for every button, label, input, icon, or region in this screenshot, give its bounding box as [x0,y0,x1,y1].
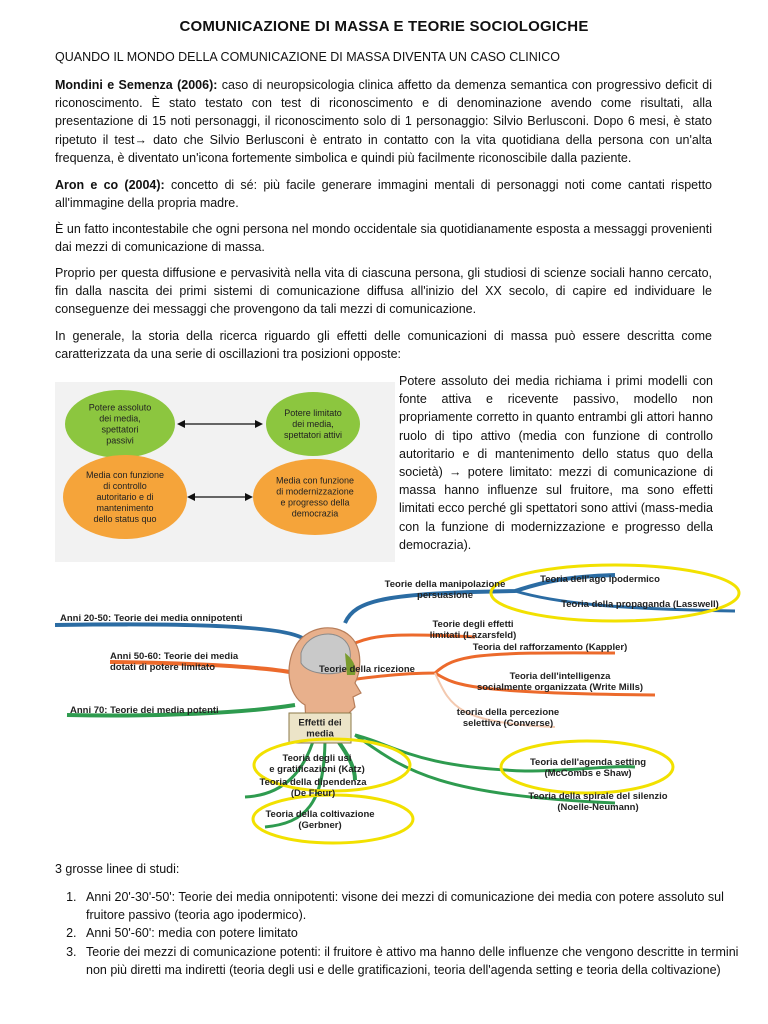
paragraph-lead: Aron e co (2004): [55,178,165,192]
diagram-text-line: dello status quo [93,514,157,524]
list-item: 2. Anni 50'-60': media con potere limitato [80,924,740,942]
diagram-text-line: mantenimento [96,503,154,513]
arrowhead [245,493,253,501]
diagram-text-line: spettatori [101,424,139,435]
mindmap-node-label: teoria della percezione [456,707,560,718]
mindmap-node [60,613,242,624]
mindmap-node [319,664,415,675]
mindmap-node-label: Teorie degli effetti [432,619,514,630]
arrowhead [177,420,185,428]
diagram-text-line: di controllo [103,481,147,491]
paragraph-lead: Mondini e Semenza (2006): [55,78,218,92]
list-item: 3. Teorie dei mezzi di comunicazione potenti: il fruitore è attivo ma hanno delle influenze che vengono descritte in termini non più diretti ma indiretti (teoria degli usi e delle gratificazioni, teoria dell'agenda setting e teoria della coltivazione) [80,943,740,979]
mindmap-node-label: dotati di potere limitato [110,662,216,673]
paragraph-exposure: È un fatto incontestabile che ogni persona nel mondo occidentale sia quotidianamente esposta a messaggi provenienti dai mezzi di comunicazione di massa. [55,222,712,255]
mindmap-node [528,791,667,813]
mindmap-node [540,574,660,585]
mindmap-node-label: Teoria della spirale del silenzio [528,791,668,802]
mindmap-node-label: selettiva (Converse) [462,718,554,729]
paragraph-oscillations: In generale, la storia della ricerca riguardo gli effetti delle comunicazioni di massa può essere descritta come caratterizzata da una serie di oscillazioni tra posizioni opposte: [55,329,712,362]
diagram-text-line: e progresso della [280,497,350,508]
branch-onnipotenti [55,624,305,640]
mindmap-node-label: Teoria dell'intelligenza [509,671,611,682]
mindmap-node-label: Anni 20-50: Teorie dei media onnipotenti [60,613,243,624]
diagram-text-line: Media con funzione [275,475,355,486]
oscillation-diagram [55,382,395,562]
mindmap-node [530,757,646,779]
paragraph-mondini [55,76,712,167]
mindmap-node [473,642,628,653]
mindmap-node [477,671,643,693]
mindmap-node-label: Anni 50-60: Teorie dei media [110,651,239,662]
diagram-text-line: media [306,728,334,740]
diagram-text-line: Media con funzione [85,470,165,480]
media-effects-mindmap [55,555,745,845]
diagram-text-line: Potere assoluto [88,402,152,413]
mindmap-node-label: Teoria degli usi [282,753,352,764]
mindmap-node-label: Teorie della manipolazione [384,579,506,590]
paragraph-text: concetto di sé: più facile generare immagini mentali di personaggi noti come cantati rispetto all'immagine della propria madre. [55,178,713,211]
mindmap-node-label: Teoria del rafforzamento (Kappler) [472,642,628,653]
diagram-text-line: dei media, [292,419,334,429]
diagram-text-line: Effetti dei [298,717,342,729]
mindmap-node [265,809,374,831]
diagram-text-line: passivi [106,435,134,446]
mindmap-node [70,705,219,716]
page-title: COMUNICAZIONE DI MASSA E TEORIE SOCIOLOGICHE [179,18,589,35]
diagram-text-line: dei media, [99,413,141,424]
mindmap-node-label: socialmente organizzata (Write Mills) [476,682,644,693]
oval-label-bl [86,470,164,524]
mindmap-node [430,619,517,641]
oval-label-tr [284,408,342,440]
mindmap-node [561,599,719,610]
mindmap-node-label: (De Fleur) [290,788,336,799]
paragraph-text: caso di neuropsicologia clinica affetto da demenza semantica con progressivo deficit di riconoscimento. È stato testato con test di riconoscimento e di denominazione avendo come risultati, alla presentazione di 15 noti personaggi, il riconoscimento solo di 1 personaggio: Silvio Berlusconi. Dopo 6 mesi, è stato ripetuto il test→ dato che Silvio Berlusconi è entrato in contatto con la vita quotidiana della persona con un'alta frequenza, è diventato un'icona fortemente simbolica e quindi più facilmente riconoscibile dalla paziente. [55,78,713,165]
mindmap-node [269,753,365,775]
diagram-text-line: spettatori attivi [283,430,343,440]
mindmap-node-label: e gratificazioni (Katz) [269,764,365,775]
mindmap-node [110,651,239,673]
mindmap-labels [60,574,719,831]
mindmap-node-label: (Gerbner) [298,820,342,831]
mindmap-node-label: (McCombs e Shaw) [544,768,632,779]
mindmap-node-label: Anni 70: Teorie dei media potenti [70,705,219,716]
mindmap-node-label: limitati (Lazarsfeld) [429,630,517,641]
mindmap-node-label: (Noelle-Neumann) [557,802,639,813]
paragraph-diffusion: Proprio per questa diffusione e pervasività nella vita di ciascuna persona, gli studiosi di scienze sociali hanno cercato, fin dalla nascita dei primi sistemi di comunicazione diffusa all'inizio del XX secolo, di capire ed individuare le conseguenze dei messaggi che provengono da tali mezzi di comunicazione. [55,266,712,317]
mindmap-node-label: Teoria della dipendenza [259,777,367,788]
mindmap-node [457,707,559,729]
section-subtitle: QUANDO IL MONDO DELLA COMUNICAZIONE DI MASSA DIVENTA UN CASO CLINICO [55,50,560,64]
list-item: 1. Anni 20'-30'-50': Teorie dei media onnipotenti: visone dei mezzi di comunicazione dei media con potere assoluto sul fruitore passivo (teoria ago ipodermico). [80,888,740,924]
study-lines-title: 3 grosse linee di studi: [55,862,180,876]
mindmap-node-label: Teoria dell'agenda setting [529,757,647,768]
diagram-text-line: di modernizzazione [276,486,354,497]
arrowhead [187,493,195,501]
mindmap-node-label: Teorie della ricezione [319,664,415,675]
arrowhead [255,420,263,428]
study-lines-list [60,888,740,979]
mindmap-node-label: Teoria della propaganda (Lasswell) [561,599,719,610]
mindmap-node-label: persuasione [417,590,473,601]
mindmap-node-label: Teoria della coltivazione [265,809,375,820]
mindmap-node-label: Teoria dell'ago ipodermico [540,574,660,585]
paragraph-aron [55,176,712,212]
side-text: Potere assoluto dei media richiama i primi modelli con fonte attiva e ricevente passivo, modello non propriamente corretto in quanto entrambi gli attori hanno ruolo di tipo attivo (media con funzione di controllo autoritario e di mantenimento dello status quo della società) → potere limitato: mezzi di comunicazione di massa hanno influenze sul fruitore, ma sono effetti limitati ecco perché gli spettatori sono attivi (mass-media con la funzione di modernizzazione e progresso della democrazia). [399,374,713,552]
diagram-text-line: democrazia [291,508,339,519]
diagram-text-line: autoritario e di [96,492,154,502]
diagram-text-line: Potere limitato [284,408,342,418]
